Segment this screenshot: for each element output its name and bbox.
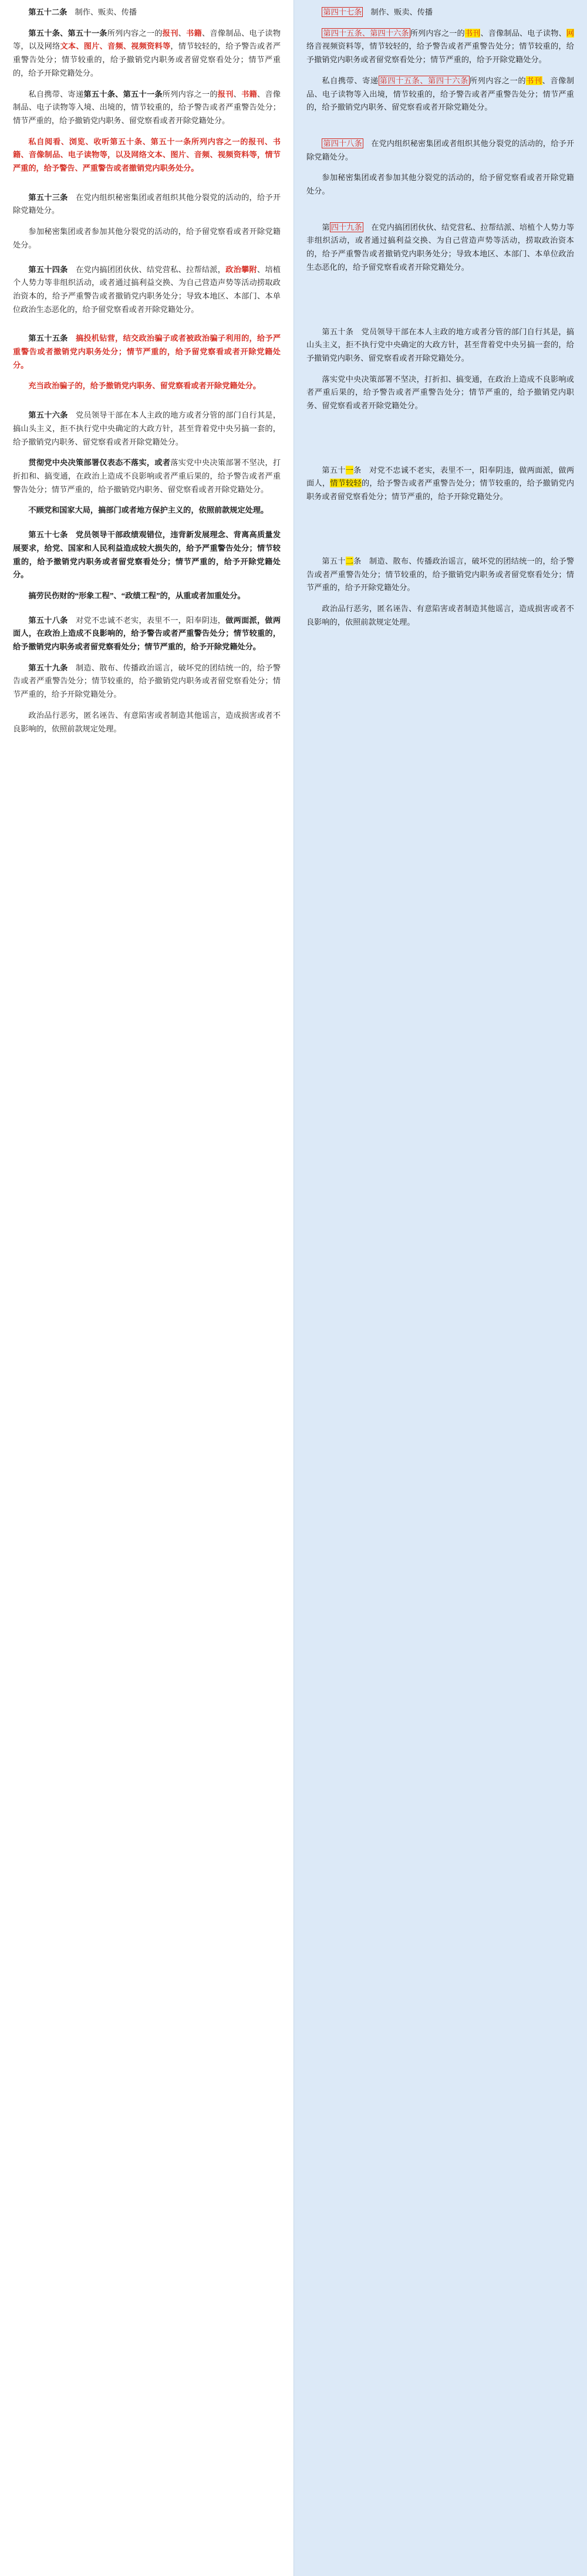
text-run: 第五十条、第五十一条 bbox=[28, 28, 107, 38]
text-run: 私自携带、寄递 bbox=[28, 89, 84, 99]
text-run: 党员领导干部在本人主政的地方或者分管的部门自行其是，搞山头主义，拒不执行党中央确定的大政方针，甚至背着党中央另搞一套的，给予撤销党内职务、留党察看或者开除党籍处分。 bbox=[13, 411, 281, 446]
paragraph bbox=[13, 88, 281, 128]
paragraph bbox=[306, 555, 574, 595]
paragraph bbox=[13, 504, 281, 517]
text-run: 、音像制品、电子读物等入境、出境的，情节较重的，给予警告或者严重警告处分；情节严重的，给予撤销党内职务、留党察看或者开除党籍处分。 bbox=[13, 89, 281, 125]
text-run: 政治攀附 bbox=[225, 265, 257, 274]
text-run: 第五十 bbox=[322, 556, 346, 565]
text-run: 文本、图片、音频、视频资料等 bbox=[60, 42, 171, 51]
text-run: 一 bbox=[345, 465, 354, 474]
paragraph bbox=[13, 409, 281, 449]
text-run: 第四十七条 bbox=[323, 8, 362, 16]
text-run: 所列内容之一的 bbox=[469, 76, 527, 85]
text-run: 、 bbox=[233, 89, 242, 99]
text-run: 第四十五条、第四十六条 bbox=[379, 76, 468, 85]
text-run: 、音像制品、电子读物等入出境，情节较重的，给予警告或者严重警告处分；情节严重的，给予撤销党内职务、留党察看或者开除党籍处分。 bbox=[306, 76, 575, 112]
text-run: 培植个人势力等非组织活动，或者通过搞利益交换、为自己营造声势等活动捞取政治资本的，给予严重警告或者撤销党内职务处分；导致本地区、本部门、本单位政治生态恶化的，给予留党察看或者开除党籍处分。 bbox=[13, 265, 281, 314]
text-run: 所列内容之一的 bbox=[107, 28, 163, 38]
text-run: 第五十九条 bbox=[28, 663, 68, 672]
paragraph bbox=[13, 456, 281, 496]
vertical-spacer bbox=[13, 401, 281, 409]
text-run: 四十九条 bbox=[330, 222, 362, 232]
text-run: 对党不忠诚不老实，表里不一，阳奉阴违， bbox=[68, 615, 226, 625]
paragraph bbox=[306, 221, 574, 274]
text-run: 做两面派，做两面人， bbox=[13, 615, 281, 638]
vertical-spacer bbox=[306, 122, 574, 137]
paragraph bbox=[306, 373, 574, 413]
paragraph bbox=[13, 528, 281, 582]
text-run: 对党不忠诚不老实，表里不一，阳奉阴违，做两面派，做两面人， bbox=[306, 465, 575, 488]
text-run: 络音视频资料等，情节较轻的，给予警告或者严重警告处分；情节较重的，给予撤销党内职务或者留党察看处分；情节严重的，给予开除党籍处分。 bbox=[306, 42, 574, 65]
text-run: 政治品行恶劣，匿名诬告、有意陷害或者制造其他谣言，造成损害或者不良影响的，依照前款规定处理。 bbox=[306, 604, 574, 626]
text-run: 私自阅看、浏览、收听第五十条、第五十一条所列内容之一的报刊、书籍、音像制品、电子读物等，以及网络文本、图片、音频、视频资料等，情节严重的，给予警告、严重警告或者撤销党内职务处分。 bbox=[13, 137, 281, 173]
text-run: 第五十七条 bbox=[28, 530, 68, 540]
text-run: 参加秘密集团或者参加其他分裂党的活动的，给予留党察看或者开除党籍处分。 bbox=[306, 173, 574, 196]
paragraph bbox=[13, 332, 281, 372]
text-run: 第五十五条 bbox=[28, 334, 68, 343]
text-run: 所列内容之一的 bbox=[410, 28, 465, 38]
text-run: 制作、贩卖、传播 bbox=[67, 8, 137, 16]
text-run: 在政治上造成不良影响的，给予警告或者严重警告处分；情节较重的，给予撤销党内职务或者留党察看处分；情节严重的，给予开除党籍处分。 bbox=[13, 629, 281, 652]
text-run: 第五十 bbox=[322, 465, 346, 474]
paragraph bbox=[306, 602, 574, 629]
column-revised bbox=[294, 0, 587, 2576]
text-run: 第 bbox=[322, 222, 330, 232]
paragraph bbox=[13, 6, 281, 19]
text-run: 书籍 bbox=[186, 28, 202, 38]
vertical-spacer bbox=[306, 421, 574, 464]
text-run: ，情节较轻的，给予警告或者严重警告处分；情节较重的，给予撤销党内职务或者留党察看处分；情节严重的，给予开除党籍处分。 bbox=[13, 42, 281, 77]
paragraph bbox=[306, 74, 574, 114]
paragraph bbox=[306, 171, 574, 198]
paragraph bbox=[13, 135, 281, 175]
text-run: 私自携带、寄递 bbox=[322, 76, 379, 85]
text-run: 党员领导干部政绩观错位，违背新发展理念、背离高质量发展要求，给党、国家和人民利益造成较大损失的，给予严重警告处分；情节较重的，给予撤销党内职务或者留党察看处分；情节严重的，给予开除党籍处分。 bbox=[13, 530, 281, 579]
text-run: 第四十五条、第四十六条 bbox=[323, 28, 409, 38]
text-run: 党员领导干部在本人主政的地方或者分管的部门自行其是，搞山头主义，拒不执行党中央确定的大政方针，甚至背着党中央另搞一套的，给予撤销党内职务、留党察看或者开除党籍处分。 bbox=[306, 327, 574, 362]
paragraph bbox=[13, 662, 281, 701]
text-run: 、音像制品、电子读物、 bbox=[480, 28, 566, 38]
text-run: 报刊 bbox=[217, 89, 234, 99]
text-run: 贯彻党中央决策部署仅表态不落实，或者 bbox=[28, 458, 171, 467]
vertical-spacer bbox=[306, 282, 574, 326]
text-run: 、音像制品、电子读物等，以及网络 bbox=[13, 28, 281, 51]
text-run: 情节较轻 bbox=[330, 479, 362, 488]
vertical-spacer bbox=[13, 183, 281, 191]
text-run: 书刊 bbox=[526, 76, 542, 85]
paragraph bbox=[306, 326, 574, 365]
text-run: 落实党中央决策部署不坚决，打折扣和、搞变通， bbox=[13, 458, 281, 480]
text-run: 条 bbox=[353, 465, 362, 474]
text-run: 第五十二条 bbox=[28, 8, 68, 16]
text-run: 参加秘密集团或者参加其他分裂党的活动的，给予留党察看或者开除党籍处分。 bbox=[13, 227, 281, 249]
text-run: 制造、散布、传播政治谣言，破坏党的团结统一的，给予警告或者严重警告处分；情节较重的，给予撤销党内职务或者留党察看处分；情节严重的，给予开除党籍处分。 bbox=[13, 663, 281, 699]
text-run: 搞投机钻营，结交 bbox=[68, 334, 139, 343]
text-run: 在党内组织秘密集团或者组织其他分裂党的活动的，给予开除党籍处分。 bbox=[13, 192, 281, 215]
text-run: 的，给予警告或者严重警告处分；情节较重的，给予撤销党内职务或者留党察看处分；情节严重的，给予开除党籍处分。 bbox=[306, 479, 575, 501]
text-run: 第五十六条 bbox=[28, 411, 68, 420]
paragraph bbox=[13, 379, 281, 393]
text-run: 搞劳民伤财的“形象工程”、“政绩工程”的，从重或者加重处分。 bbox=[28, 591, 245, 600]
text-run: 、 bbox=[178, 28, 187, 38]
text-run: 第五十条 bbox=[322, 327, 354, 336]
paragraph bbox=[13, 614, 281, 654]
paragraph bbox=[306, 27, 574, 67]
text-run: 在党内搞团团伙伙、结党营私、拉帮结派、培植个人势力等非组织活动，或者通过搞利益交换、为自己营造声势等活动，捞取政治资本的，给予严重警告或者撤销党内职务处分；导致本地区、本部门、本单位政治生态恶化的，给予留党察看或者开除党籍处分。 bbox=[306, 222, 575, 272]
paragraph bbox=[13, 191, 281, 218]
text-run: 第四十八条 bbox=[323, 138, 362, 148]
text-run: 不顾党和国家大局，搞部门或者地方保护主义的，依照前款规定处理。 bbox=[28, 506, 269, 515]
text-run: 充当政治骗子的，给予撤销党内职务、留党察看或者开除党籍处分。 bbox=[28, 381, 261, 391]
paragraph bbox=[306, 137, 574, 164]
text-run: 报刊 bbox=[162, 28, 178, 38]
paragraph bbox=[13, 263, 281, 317]
text-run: 、 bbox=[257, 265, 265, 274]
text-run: 制作、贩卖、传播 bbox=[363, 8, 433, 16]
text-run: 书刊 bbox=[464, 28, 481, 38]
text-run: 制造、散布、传播政治谣言，破坏党的团结统一的，给予警告或者严重警告处分；情节较重的，给予撤销党内职务或者留党察看处分；情节严重的，给予开除党籍处分。 bbox=[306, 556, 575, 592]
vertical-spacer bbox=[13, 324, 281, 332]
text-run: 网 bbox=[566, 28, 575, 38]
text-run: 在政治上造成不良影响或者严重后果的，给予警告或者严重警告处分；情节严重的，给予撤销党内职务、留党察看或者开除党籍处分。 bbox=[13, 471, 281, 494]
vertical-spacer bbox=[306, 511, 574, 555]
text-run: 政治品行恶劣，匿名诬告、有意陷害或者制造其他谣言，造成损害或者不良影响的，依照前款规定处理。 bbox=[13, 710, 281, 733]
text-run: 第五十条、第五十一条 bbox=[83, 89, 163, 99]
text-run: 在党内搞团团伙伙、结党营私、拉帮结派， bbox=[68, 265, 226, 274]
paragraph bbox=[13, 709, 281, 735]
text-run: 二 bbox=[345, 556, 354, 565]
text-run: 落实党中央决策部署不坚决，打折扣、搞变通，在政治上造成不良影响或者严重后果的，给予警告或者严重警告处分；情节严重的，给予撤销党内职务、留党察看或者开除党籍处分。 bbox=[306, 374, 574, 411]
paragraph bbox=[13, 589, 281, 603]
vertical-spacer bbox=[306, 206, 574, 221]
paragraph bbox=[13, 27, 281, 80]
text-run: 政治骗子或者被政治骗子利用的，给予严重警告或者撤销党内职务处分；情节严重的，给予留党察看或者开除党籍处分。 bbox=[13, 334, 281, 370]
paragraph bbox=[306, 464, 574, 504]
text-run: 第五十三条 bbox=[28, 192, 68, 202]
text-run: 所列内容之一的 bbox=[162, 89, 218, 99]
text-run: 书籍 bbox=[241, 89, 257, 99]
text-run: 在党内组织秘密集团或者组织其他分裂党的活动的，给予开除党籍处分。 bbox=[306, 138, 575, 161]
paragraph bbox=[306, 6, 574, 19]
text-run: 条 bbox=[353, 556, 362, 565]
paragraph bbox=[13, 225, 281, 252]
text-run: 第五十八条 bbox=[28, 615, 68, 625]
text-run: 第五十四条 bbox=[28, 265, 68, 274]
